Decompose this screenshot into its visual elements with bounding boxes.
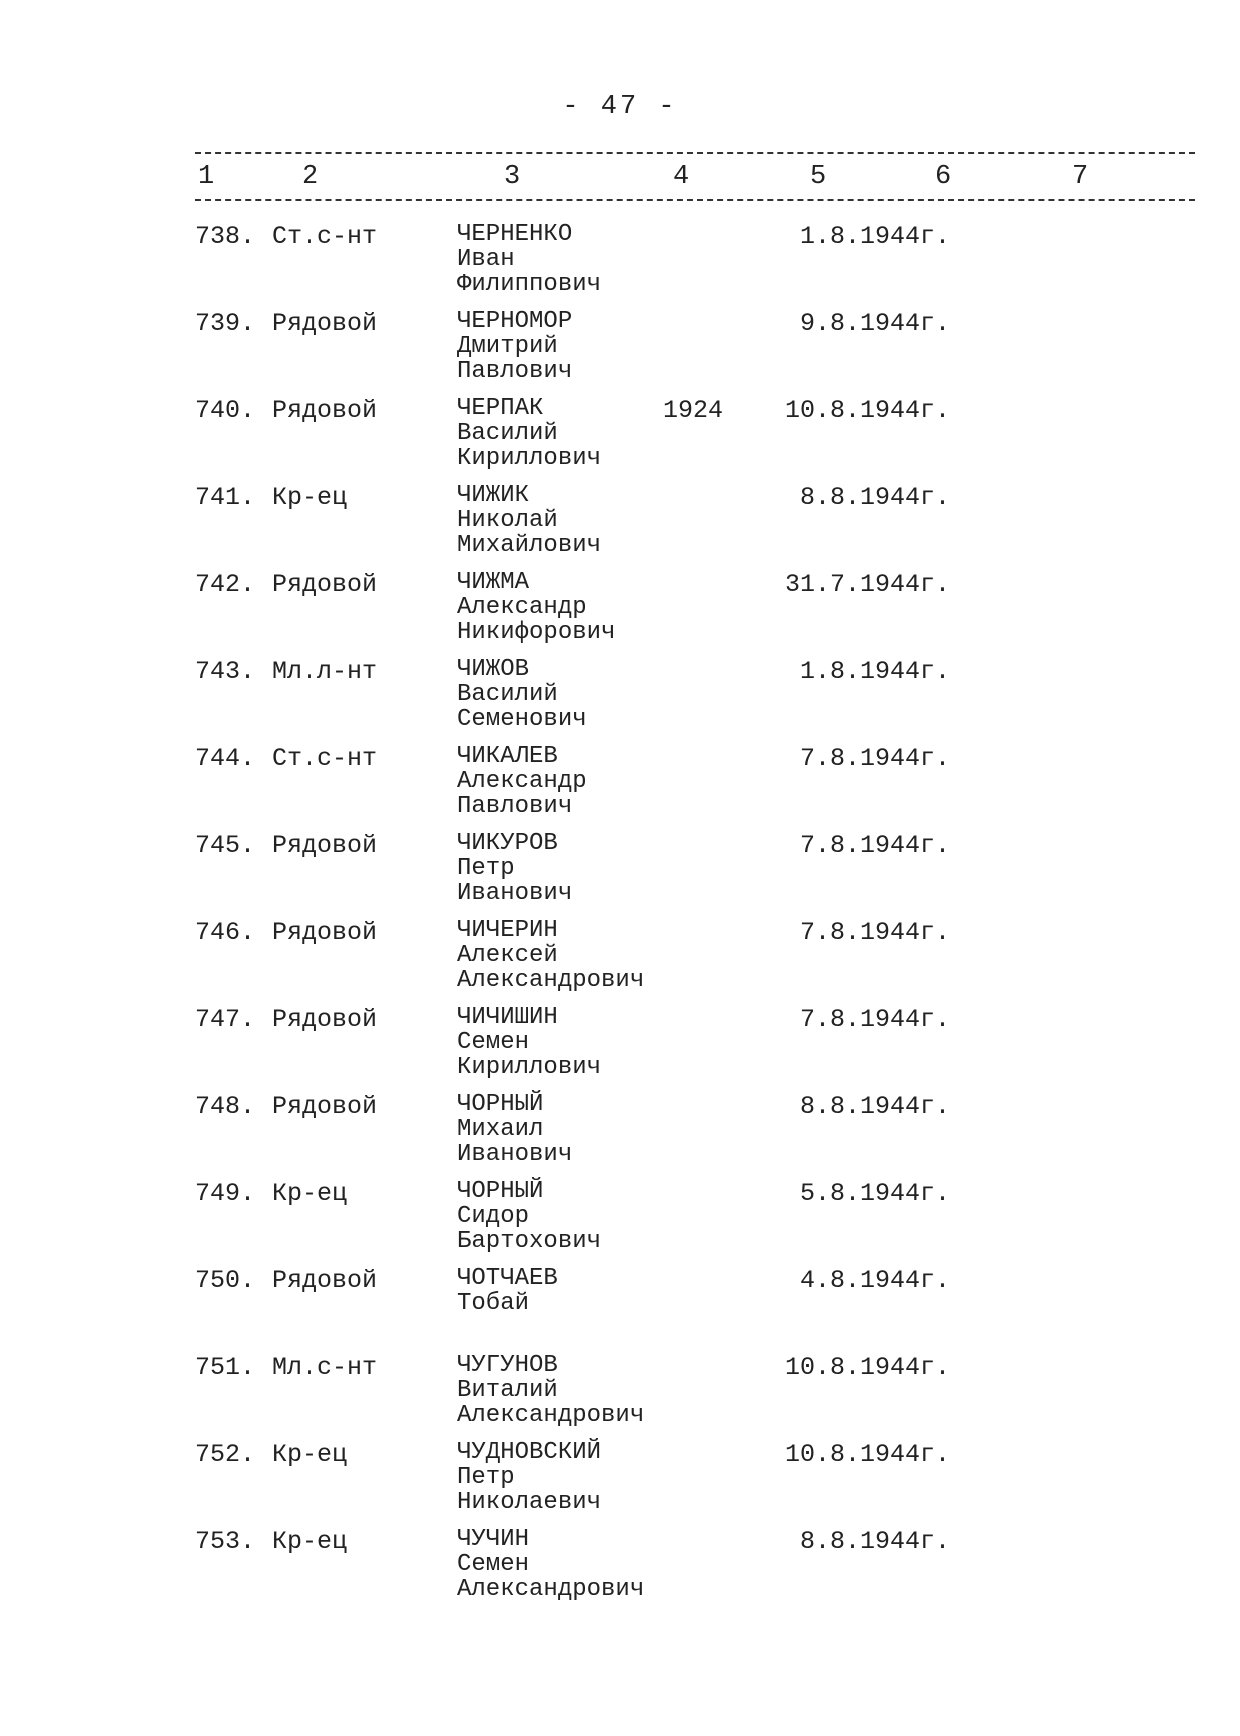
- entry-number: 753.: [195, 1527, 256, 1556]
- entry-rank: Рядовой: [272, 831, 378, 860]
- list-item: [0, 1092, 1240, 1178]
- list-item: [0, 1179, 1240, 1265]
- entry-rank: Кр-ец: [272, 1179, 348, 1208]
- entry-surname: ЧИЖМА: [457, 569, 530, 596]
- entry-names: [457, 657, 587, 732]
- entry-date: 10.8.1944г.: [784, 1353, 950, 1382]
- entry-names: [457, 918, 644, 993]
- entry-date: 8.8.1944г.: [799, 1092, 950, 1121]
- entry-number: 751.: [195, 1353, 256, 1382]
- entry-surname: ЧОТЧАЕВ: [457, 1265, 558, 1292]
- entry-names: [457, 483, 601, 558]
- entry-names: [457, 831, 572, 906]
- entry-surname: ЧИЖОВ: [457, 656, 530, 683]
- entry-patronymic: Семенович: [457, 706, 587, 733]
- list-item: [0, 483, 1240, 569]
- entry-number: 752.: [195, 1440, 256, 1469]
- entry-names: [457, 1527, 644, 1602]
- entry-date: 7.8.1944г.: [799, 918, 950, 947]
- entry-surname: ЧЕРПАК: [457, 395, 544, 422]
- entry-date: 7.8.1944г.: [799, 1005, 950, 1034]
- list-item: [0, 1527, 1240, 1613]
- list-item: [0, 396, 1240, 482]
- entry-names: [457, 1179, 601, 1254]
- entry-first-name: Александр: [457, 768, 587, 795]
- entry-first-name: Петр: [457, 855, 515, 882]
- entry-first-name: Александр: [457, 594, 587, 621]
- header-rule-bottom: [195, 199, 1195, 201]
- entry-rank: Кр-ец: [272, 483, 348, 512]
- entry-surname: ЧИЧИШИН: [457, 1004, 558, 1031]
- entry-surname: ЧОРНЫЙ: [457, 1178, 544, 1205]
- list-item: [0, 1005, 1240, 1091]
- entry-rank: Рядовой: [272, 918, 378, 947]
- entry-first-name: Михаил: [457, 1116, 544, 1143]
- column-header: 2: [302, 162, 319, 192]
- entry-surname: ЧИКУРОВ: [457, 830, 558, 857]
- entry-number: 748.: [195, 1092, 256, 1121]
- entry-patronymic: Филиппович: [457, 271, 602, 298]
- entry-number: 746.: [195, 918, 256, 947]
- entry-names: [457, 222, 601, 297]
- column-header: 6: [935, 162, 952, 192]
- list-item: [0, 309, 1240, 395]
- entry-date: 10.8.1944г.: [784, 396, 950, 425]
- entry-date: 1.8.1944г.: [799, 657, 950, 686]
- entry-patronymic: Александрович: [457, 967, 645, 994]
- entry-rank: Кр-ец: [272, 1440, 348, 1469]
- list-item: [0, 657, 1240, 743]
- entry-patronymic: Кириллович: [457, 445, 602, 472]
- list-item: [0, 1266, 1240, 1352]
- entry-first-name: Семен: [457, 1029, 530, 1056]
- entry-surname: ЧОРНЫЙ: [457, 1091, 544, 1118]
- list-item: [0, 831, 1240, 917]
- entry-rank: Кр-ец: [272, 1527, 348, 1556]
- entry-date: 4.8.1944г.: [799, 1266, 950, 1295]
- entry-first-name: Петр: [457, 1464, 515, 1491]
- entry-names: [457, 1266, 558, 1316]
- entry-surname: ЧИЖИК: [457, 482, 530, 509]
- entry-names: [457, 1092, 572, 1167]
- entry-date: 8.8.1944г.: [799, 1527, 950, 1556]
- entry-patronymic: Бартохович: [457, 1228, 602, 1255]
- entry-names: [457, 396, 601, 471]
- entry-number: 740.: [195, 396, 256, 425]
- entry-patronymic: Николаевич: [457, 1489, 602, 1516]
- entry-first-name: Николай: [457, 507, 558, 534]
- entry-patronymic: Александрович: [457, 1402, 645, 1429]
- entry-names: [457, 1440, 601, 1515]
- entry-number: 741.: [195, 483, 256, 512]
- column-header: 7: [1072, 162, 1089, 192]
- entry-rank: Рядовой: [272, 1092, 378, 1121]
- list-item: [0, 1440, 1240, 1526]
- entry-surname: ЧУЧИН: [457, 1526, 530, 1553]
- entry-first-name: Семен: [457, 1551, 530, 1578]
- entry-rank: Рядовой: [272, 1005, 378, 1034]
- entry-number: 744.: [195, 744, 256, 773]
- entry-rank: Мл.л-нт: [272, 657, 378, 686]
- entry-rank: Ст.с-нт: [272, 222, 378, 251]
- entry-date: 5.8.1944г.: [799, 1179, 950, 1208]
- entry-first-name: Дмитрий: [457, 333, 558, 360]
- entry-rank: Рядовой: [272, 309, 378, 338]
- entry-first-name: Алексей: [457, 942, 558, 969]
- entry-date: 31.7.1944г.: [784, 570, 950, 599]
- column-header: 5: [810, 162, 827, 192]
- entry-patronymic: Иванович: [457, 1141, 573, 1168]
- entry-first-name: Виталий: [457, 1377, 558, 1404]
- entry-number: 742.: [195, 570, 256, 599]
- list-item: [0, 918, 1240, 1004]
- list-item: [0, 744, 1240, 830]
- entry-number: 739.: [195, 309, 256, 338]
- entry-patronymic: Никифорович: [457, 619, 616, 646]
- entry-number: 743.: [195, 657, 256, 686]
- entry-patronymic: Кириллович: [457, 1054, 602, 1081]
- entry-date: 7.8.1944г.: [799, 831, 950, 860]
- entry-names: [457, 1353, 644, 1428]
- entry-surname: ЧЕРНОМОР: [457, 308, 573, 335]
- entry-names: [457, 1005, 601, 1080]
- list-item: [0, 1353, 1240, 1439]
- entry-date: 7.8.1944г.: [799, 744, 950, 773]
- entry-rank: Рядовой: [272, 570, 378, 599]
- entry-date: 8.8.1944г.: [799, 483, 950, 512]
- entry-number: 747.: [195, 1005, 256, 1034]
- entry-patronymic: Александрович: [457, 1576, 645, 1603]
- entry-surname: ЧИКАЛЕВ: [457, 743, 558, 770]
- entry-rank: Ст.с-нт: [272, 744, 378, 773]
- entry-patronymic: Павлович: [457, 358, 573, 385]
- entry-patronymic: Иванович: [457, 880, 573, 907]
- entry-first-name: Василий: [457, 681, 558, 708]
- entry-surname: ЧУГУНОВ: [457, 1352, 558, 1379]
- entry-names: [457, 744, 587, 819]
- column-header: 1: [198, 162, 215, 192]
- entry-first-name: Тобай: [457, 1290, 530, 1317]
- entry-first-name: Василий: [457, 420, 558, 447]
- entry-number: 738.: [195, 222, 256, 251]
- entry-number: 749.: [195, 1179, 256, 1208]
- list-item: [0, 222, 1240, 308]
- page-number: - 47 -: [562, 92, 678, 122]
- column-header: 4: [673, 162, 690, 192]
- entry-date: 9.8.1944г.: [799, 309, 950, 338]
- column-header: 3: [504, 162, 521, 192]
- entry-first-name: Иван: [457, 246, 515, 273]
- entry-number: 750.: [195, 1266, 256, 1295]
- list-item: [0, 570, 1240, 656]
- entry-rank: Рядовой: [272, 396, 378, 425]
- entry-date: 1.8.1944г.: [799, 222, 950, 251]
- entry-first-name: Сидор: [457, 1203, 530, 1230]
- entry-surname: ЧУДНОВСКИЙ: [457, 1439, 602, 1466]
- entry-rank: Мл.с-нт: [272, 1353, 378, 1382]
- entry-names: [457, 309, 572, 384]
- entry-surname: ЧЕРНЕНКО: [457, 221, 573, 248]
- entry-birth-year: 1924: [663, 396, 724, 425]
- entry-rank: Рядовой: [272, 1266, 378, 1295]
- entry-number: 745.: [195, 831, 256, 860]
- entry-names: [457, 570, 615, 645]
- entry-surname: ЧИЧЕРИН: [457, 917, 558, 944]
- entry-patronymic: Михайлович: [457, 532, 602, 559]
- entry-patronymic: Павлович: [457, 793, 573, 820]
- entry-date: 10.8.1944г.: [784, 1440, 950, 1469]
- header-rule-top: [195, 152, 1195, 154]
